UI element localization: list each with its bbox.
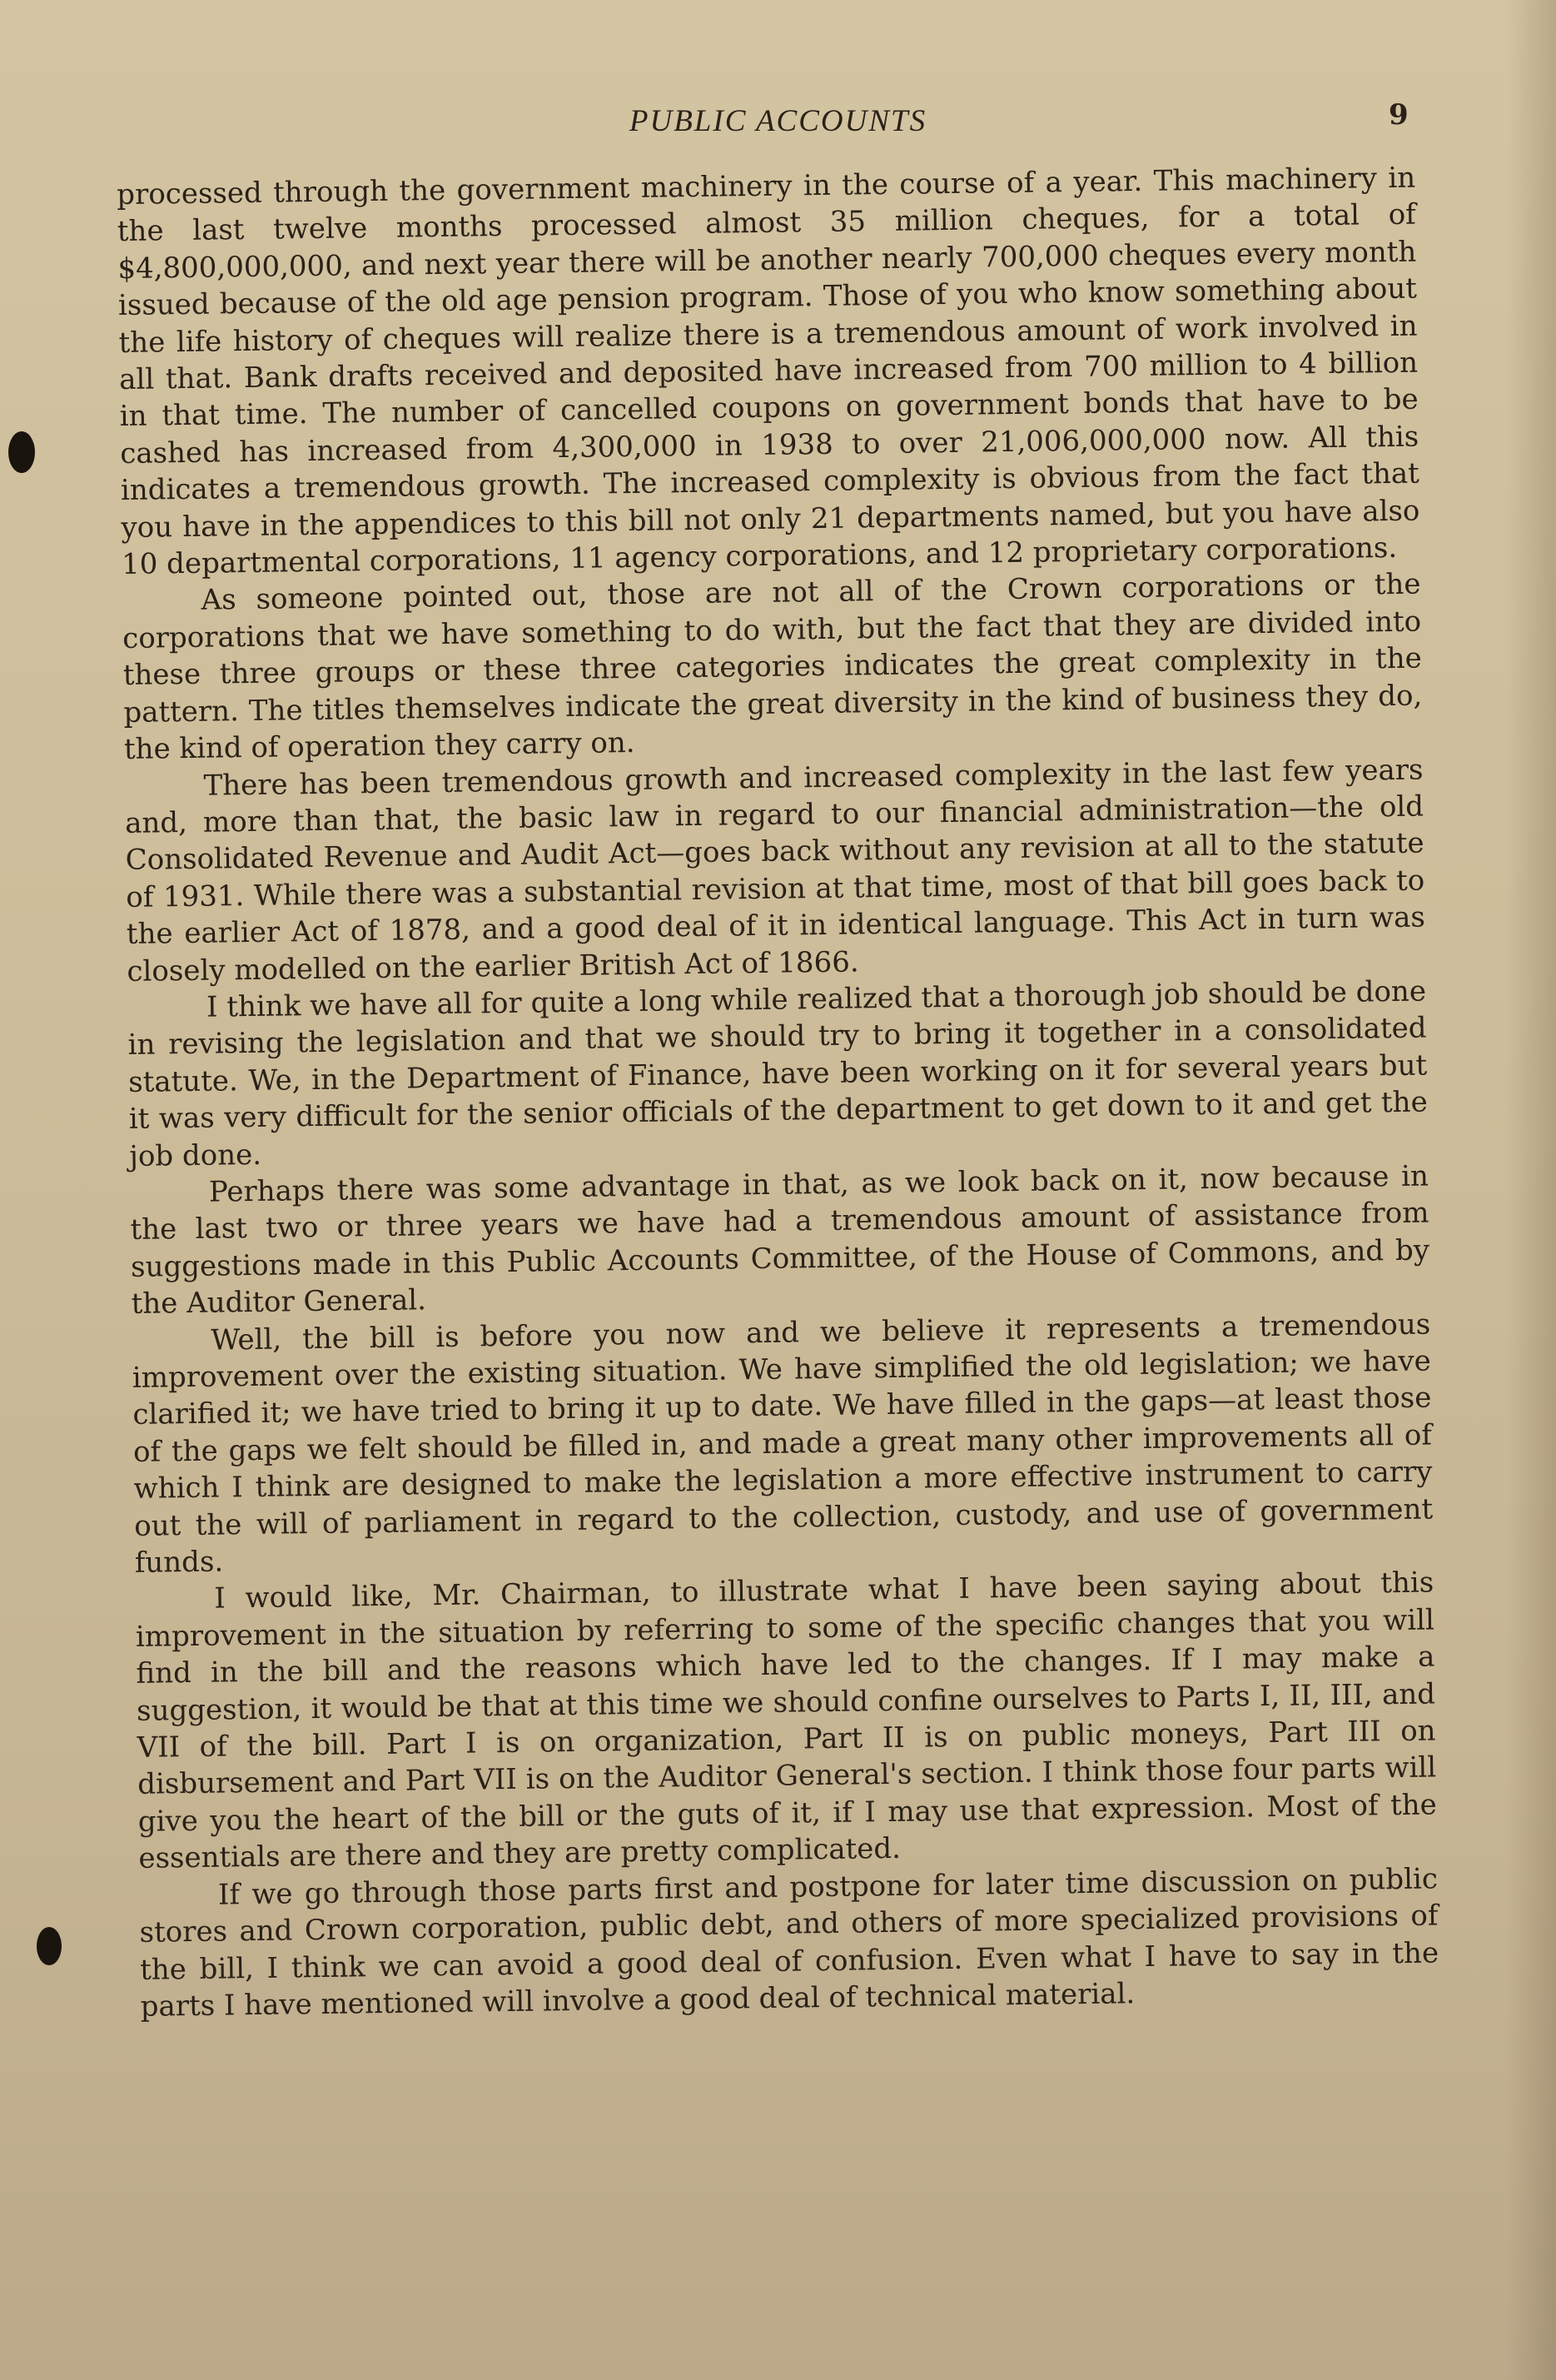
page-header — [0, 98, 1556, 148]
running-title: PUBLIC ACCOUNTS — [629, 104, 927, 138]
paragraph: Well, the bill is before you now and we believe it represents a tremendous improvement over the existing situation. We have simplified the old legislation; we have clarified it; we have tried to bring it up to date. We have filled in the gaps—at least those of the gaps we felt should be filled in, and made a great many other improvements all of which I think are designed to make the legislation a more effective instrument to carry out the will of parliament in regard to the collection, custody, and use of government funds. — [132, 1307, 1434, 1580]
page-number: 9 — [1389, 98, 1409, 132]
paragraph: There has been tremendous growth and increased complexity in the last few years and, more than that, the basic law in regard to our financial administration—the old Consolidated Revenue and Audit Act—goes back without any revision at all to the statute of 1931. While there was a substantial revision at that time, most of that bill goes back to the earlier Act of 1878, and a good deal of it in identical language. This Act in turn was closely modelled on the earlier British Act of 1866. — [124, 753, 1426, 988]
paragraph: As someone pointed out, those are not all of the Crown corporations or the corporations that we have something to do with, but the fact that they are divided into these three groups or these three categories indicates the great complexity in the pattern. The titles themselves indicate the great diversity in the kind of business they do, the kind of operation they carry on. — [122, 568, 1423, 767]
paragraph: I would like, Mr. Chairman, to illustrate what I have been saying about this improvement in the situation by referring to some of the specific changes that you will find in the bill and the reasons which have led to the changes. If I may make a suggestion, it would be that at this time we should confine ourselves to Parts I, II, III, and VII of the bill. Part I is on organization, Part II is on public moneys, Part III on disbursement and Part VII is on the Auditor General's section. I think those four parts will give you the heart of the bill or the guts of it, if I may use that expression. Most of the essentials are there and they are pretty complicated. — [135, 1566, 1437, 1876]
paragraph: Perhaps there was some advantage in that, as we look back on it, now because in the last two or three years we have had a tremendous amount of assistance from suggestions made in this Public Accounts Committee, of the House of Commons, and by the Auditor General. — [130, 1159, 1430, 1322]
page-edge-shadow — [1506, 0, 1556, 2380]
paragraph-continued: processed through the government machinery in the course of a year. This machinery in the last twelve months processed almost 35 million cheques, for a total of $4,800,000,000, and next year there will be another nearly 700,000 cheques every month issued because of the old age pension program. Those of you who know something about the life history of cheques will realize there is a tremendous amount of work involved in all that. Bank drafts received and deposited have increased from 700 million to 4 billion in that time. The number of cancelled coupons on government bonds that have to be cashed has increased from 4,300,000 in 1938 to over 21,006,000,000 now. All this indicates a tremendous growth. The increased complexity is obvious from the fact that you have in the appendices to this bill not only 21 departments named, but you have also 10 departmental corporations, 11 agency corporations, and 12 proprietary corporations. — [117, 161, 1420, 582]
binding-hole-top — [8, 431, 35, 473]
paragraph: I think we have all for quite a long while realized that a thorough job should be done in revising the legislation and that we should try to bring it together in a consolidated statute. We, in the Department of Finance, have been working on it for several years but it was very difficult for the senior officials of the department to get down to it and get the job done. — [127, 974, 1428, 1173]
paragraph: If we go through those parts first and postpone for later time discussion on public stores and Crown corporation, public debt, and others of more specialized provisions of the bill, I think we can avoid a good deal of confusion. Even what I have to say in the parts I have mentioned will involve a good deal of technical material. — [139, 1862, 1439, 2024]
binding-hole-bottom — [37, 1927, 62, 1965]
body-text — [117, 160, 1439, 2026]
